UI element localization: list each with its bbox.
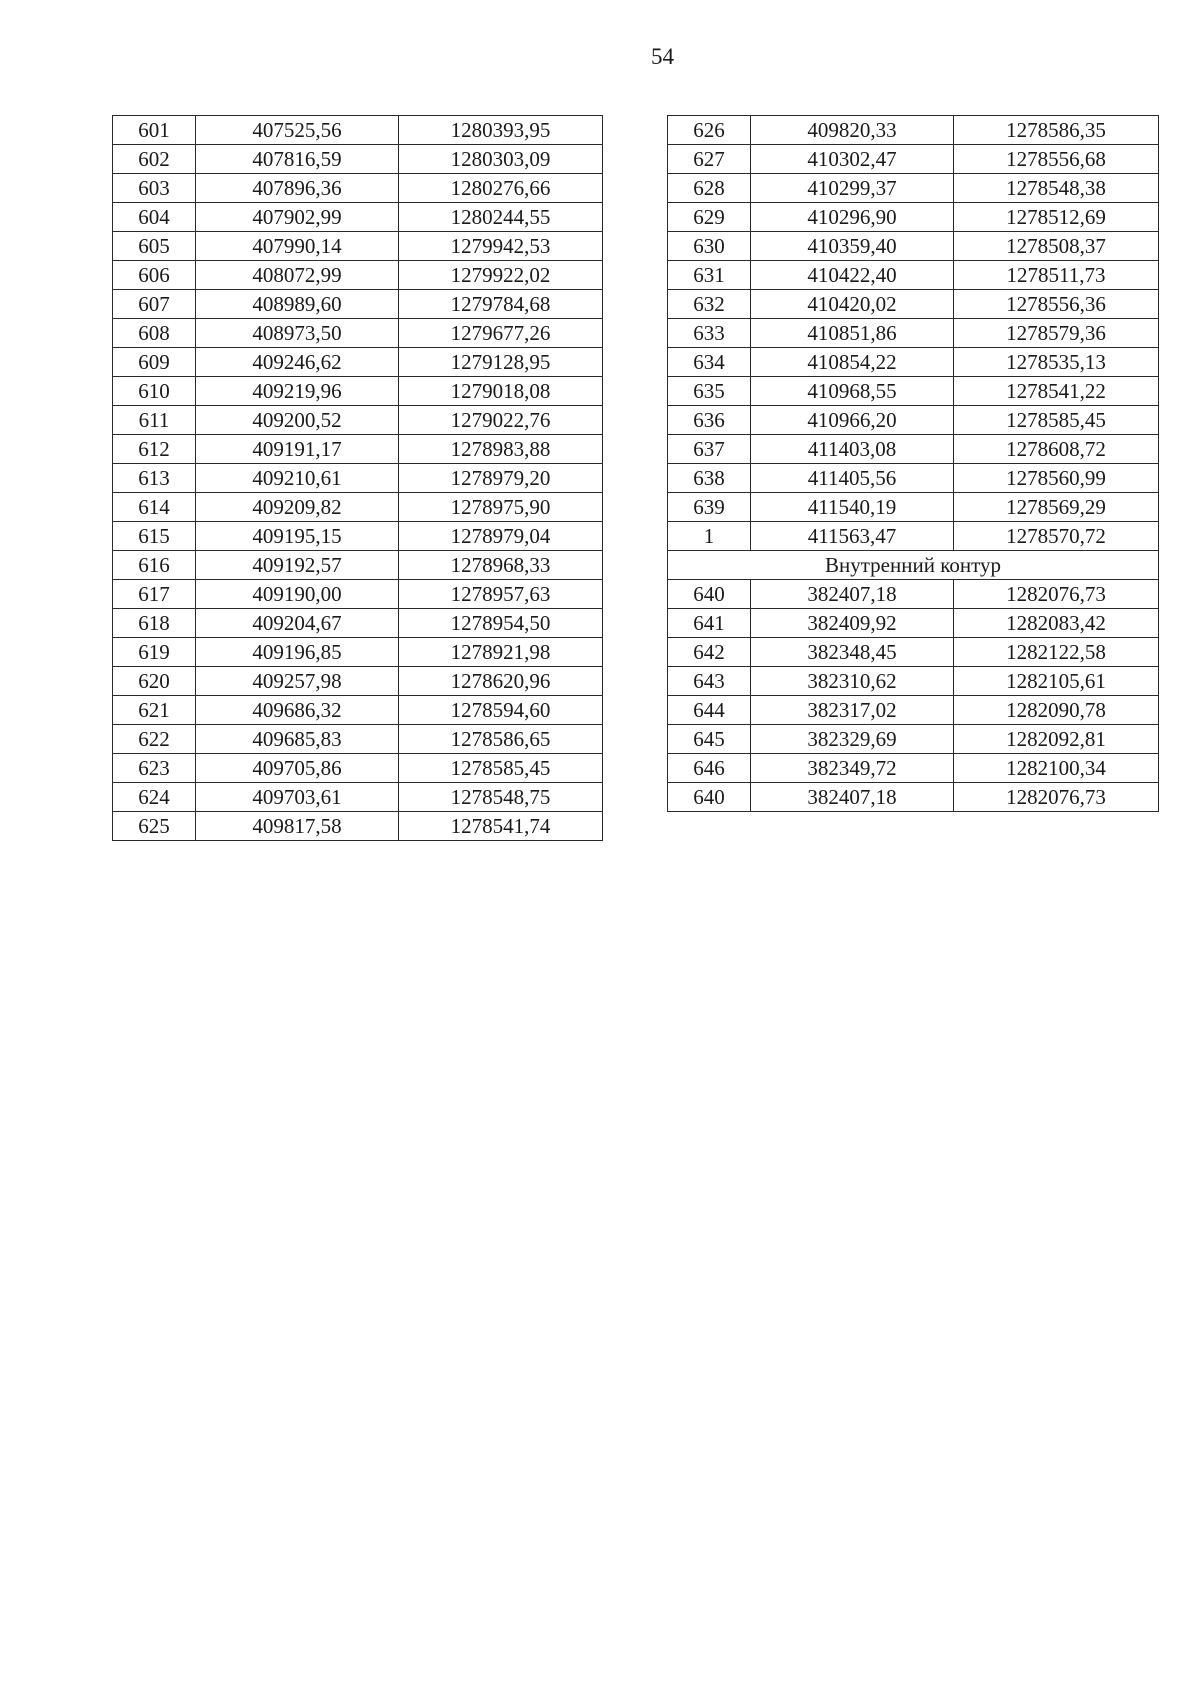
x-coordinate-cell: 382348,45 <box>751 638 954 667</box>
table-row <box>113 522 603 551</box>
x-coordinate-cell: 409192,57 <box>196 551 399 580</box>
y-coordinate-cell: 1280276,66 <box>399 174 603 203</box>
x-coordinate-cell: 410422,40 <box>751 261 954 290</box>
table-row <box>113 319 603 348</box>
y-coordinate-cell: 1278585,45 <box>399 754 603 783</box>
x-coordinate-cell: 407816,59 <box>196 145 399 174</box>
y-coordinate-cell: 1278957,63 <box>399 580 603 609</box>
table-row <box>668 290 1159 319</box>
x-coordinate-cell: 410299,37 <box>751 174 954 203</box>
point-number-cell: 629 <box>668 203 751 232</box>
table-row <box>113 145 603 174</box>
table-row <box>668 145 1159 174</box>
y-coordinate-cell: 1278511,73 <box>954 261 1159 290</box>
point-number-cell: 603 <box>113 174 196 203</box>
table-row <box>668 754 1159 783</box>
x-coordinate-cell: 409257,98 <box>196 667 399 696</box>
y-coordinate-cell: 1278586,35 <box>954 116 1159 145</box>
y-coordinate-cell: 1278508,37 <box>954 232 1159 261</box>
point-number-cell: 636 <box>668 406 751 435</box>
table-row <box>668 725 1159 754</box>
table-row <box>668 203 1159 232</box>
point-number-cell: 623 <box>113 754 196 783</box>
y-coordinate-cell: 1278541,74 <box>399 812 603 841</box>
x-coordinate-cell: 382409,92 <box>751 609 954 638</box>
point-number-cell: 631 <box>668 261 751 290</box>
y-coordinate-cell: 1279022,76 <box>399 406 603 435</box>
table-row <box>113 232 603 261</box>
x-coordinate-cell: 407990,14 <box>196 232 399 261</box>
x-coordinate-cell: 411403,08 <box>751 435 954 464</box>
table-row <box>113 754 603 783</box>
y-coordinate-cell: 1278608,72 <box>954 435 1159 464</box>
table-row <box>113 290 603 319</box>
point-number-cell: 645 <box>668 725 751 754</box>
table-row <box>113 783 603 812</box>
point-number-cell: 633 <box>668 319 751 348</box>
table-row <box>113 493 603 522</box>
point-number-cell: 610 <box>113 377 196 406</box>
y-coordinate-cell: 1279784,68 <box>399 290 603 319</box>
y-coordinate-cell: 1278535,13 <box>954 348 1159 377</box>
x-coordinate-cell: 409195,15 <box>196 522 399 551</box>
y-coordinate-cell: 1278585,45 <box>954 406 1159 435</box>
x-coordinate-cell: 382329,69 <box>751 725 954 754</box>
y-coordinate-cell: 1278968,33 <box>399 551 603 580</box>
point-number-cell: 604 <box>113 203 196 232</box>
y-coordinate-cell: 1278541,22 <box>954 377 1159 406</box>
table-row <box>113 638 603 667</box>
table-row <box>113 174 603 203</box>
point-number-cell: 644 <box>668 696 751 725</box>
table-row <box>113 348 603 377</box>
point-number-cell: 639 <box>668 493 751 522</box>
table-row <box>668 667 1159 696</box>
coordinates-table-left-body <box>113 116 603 841</box>
table-row <box>668 522 1159 551</box>
y-coordinate-cell: 1280244,55 <box>399 203 603 232</box>
point-number-cell: 646 <box>668 754 751 783</box>
table-row <box>668 406 1159 435</box>
point-number-cell: 611 <box>113 406 196 435</box>
x-coordinate-cell: 409686,32 <box>196 696 399 725</box>
table-row <box>668 464 1159 493</box>
table-row <box>113 551 603 580</box>
x-coordinate-cell: 408973,50 <box>196 319 399 348</box>
y-coordinate-cell: 1278579,36 <box>954 319 1159 348</box>
y-coordinate-cell: 1278548,75 <box>399 783 603 812</box>
point-number-cell: 641 <box>668 609 751 638</box>
table-row <box>113 203 603 232</box>
point-number-cell: 1 <box>668 522 751 551</box>
point-number-cell: 627 <box>668 145 751 174</box>
table-row <box>668 348 1159 377</box>
point-number-cell: 619 <box>113 638 196 667</box>
x-coordinate-cell: 409191,17 <box>196 435 399 464</box>
x-coordinate-cell: 409190,00 <box>196 580 399 609</box>
point-number-cell: 613 <box>113 464 196 493</box>
y-coordinate-cell: 1279942,53 <box>399 232 603 261</box>
point-number-cell: 643 <box>668 667 751 696</box>
point-number-cell: 607 <box>113 290 196 319</box>
table-row <box>113 406 603 435</box>
y-coordinate-cell: 1278570,72 <box>954 522 1159 551</box>
point-number-cell: 620 <box>113 667 196 696</box>
page-number: 54 <box>651 44 674 69</box>
table-row <box>668 116 1159 145</box>
y-coordinate-cell: 1278560,99 <box>954 464 1159 493</box>
point-number-cell: 630 <box>668 232 751 261</box>
y-coordinate-cell: 1279128,95 <box>399 348 603 377</box>
x-coordinate-cell: 382407,18 <box>751 580 954 609</box>
table-row <box>113 667 603 696</box>
coordinates-table-right-inner-body <box>668 580 1159 812</box>
y-coordinate-cell: 1278975,90 <box>399 493 603 522</box>
table-row <box>113 609 603 638</box>
x-coordinate-cell: 409703,61 <box>196 783 399 812</box>
y-coordinate-cell: 1282105,61 <box>954 667 1159 696</box>
point-number-cell: 601 <box>113 116 196 145</box>
x-coordinate-cell: 382310,62 <box>751 667 954 696</box>
table-row <box>113 725 603 754</box>
table-row <box>668 261 1159 290</box>
table-row <box>113 377 603 406</box>
y-coordinate-cell: 1279922,02 <box>399 261 603 290</box>
table-row <box>113 580 603 609</box>
x-coordinate-cell: 408989,60 <box>196 290 399 319</box>
point-number-cell: 617 <box>113 580 196 609</box>
table-row <box>668 609 1159 638</box>
x-coordinate-cell: 409196,85 <box>196 638 399 667</box>
y-coordinate-cell: 1278921,98 <box>399 638 603 667</box>
coordinates-table-left <box>112 115 603 841</box>
y-coordinate-cell: 1278620,96 <box>399 667 603 696</box>
point-number-cell: 609 <box>113 348 196 377</box>
x-coordinate-cell: 409685,83 <box>196 725 399 754</box>
point-number-cell: 628 <box>668 174 751 203</box>
point-number-cell: 618 <box>113 609 196 638</box>
x-coordinate-cell: 410420,02 <box>751 290 954 319</box>
y-coordinate-cell: 1282076,73 <box>954 783 1159 812</box>
point-number-cell: 642 <box>668 638 751 667</box>
x-coordinate-cell: 409705,86 <box>196 754 399 783</box>
x-coordinate-cell: 408072,99 <box>196 261 399 290</box>
inner-contour-section <box>668 551 1159 580</box>
point-number-cell: 606 <box>113 261 196 290</box>
x-coordinate-cell: 411405,56 <box>751 464 954 493</box>
table-row <box>668 174 1159 203</box>
point-number-cell: 625 <box>113 812 196 841</box>
point-number-cell: 608 <box>113 319 196 348</box>
table-row <box>668 319 1159 348</box>
coordinates-table-right-outer-body <box>668 116 1159 551</box>
y-coordinate-cell: 1282092,81 <box>954 725 1159 754</box>
y-coordinate-cell: 1278594,60 <box>399 696 603 725</box>
y-coordinate-cell: 1278512,69 <box>954 203 1159 232</box>
y-coordinate-cell: 1278586,65 <box>399 725 603 754</box>
coordinates-table-right <box>667 115 1159 812</box>
point-number-cell: 602 <box>113 145 196 174</box>
x-coordinate-cell: 410302,47 <box>751 145 954 174</box>
x-coordinate-cell: 409820,33 <box>751 116 954 145</box>
table-row <box>668 232 1159 261</box>
table-row <box>113 435 603 464</box>
y-coordinate-cell: 1282076,73 <box>954 580 1159 609</box>
point-number-cell: 640 <box>668 580 751 609</box>
point-number-cell: 624 <box>113 783 196 812</box>
point-number-cell: 612 <box>113 435 196 464</box>
point-number-cell: 637 <box>668 435 751 464</box>
x-coordinate-cell: 409200,52 <box>196 406 399 435</box>
section-title: Внутренний контур <box>668 551 1159 580</box>
x-coordinate-cell: 382407,18 <box>751 783 954 812</box>
point-number-cell: 634 <box>668 348 751 377</box>
table-row <box>668 580 1159 609</box>
y-coordinate-cell: 1282083,42 <box>954 609 1159 638</box>
x-coordinate-cell: 409204,67 <box>196 609 399 638</box>
x-coordinate-cell: 409817,58 <box>196 812 399 841</box>
point-number-cell: 640 <box>668 783 751 812</box>
x-coordinate-cell: 410851,86 <box>751 319 954 348</box>
x-coordinate-cell: 410966,20 <box>751 406 954 435</box>
x-coordinate-cell: 407902,99 <box>196 203 399 232</box>
table-row <box>668 783 1159 812</box>
point-number-cell: 605 <box>113 232 196 261</box>
point-number-cell: 622 <box>113 725 196 754</box>
point-number-cell: 632 <box>668 290 751 319</box>
point-number-cell: 621 <box>113 696 196 725</box>
y-coordinate-cell: 1280393,95 <box>399 116 603 145</box>
table-row <box>113 464 603 493</box>
point-number-cell: 626 <box>668 116 751 145</box>
y-coordinate-cell: 1278556,36 <box>954 290 1159 319</box>
point-number-cell: 615 <box>113 522 196 551</box>
x-coordinate-cell: 407896,36 <box>196 174 399 203</box>
table-row <box>668 638 1159 667</box>
x-coordinate-cell: 409246,62 <box>196 348 399 377</box>
x-coordinate-cell: 409219,96 <box>196 377 399 406</box>
table-row <box>113 812 603 841</box>
y-coordinate-cell: 1282122,58 <box>954 638 1159 667</box>
y-coordinate-cell: 1280303,09 <box>399 145 603 174</box>
x-coordinate-cell: 382349,72 <box>751 754 954 783</box>
x-coordinate-cell: 410968,55 <box>751 377 954 406</box>
y-coordinate-cell: 1278979,20 <box>399 464 603 493</box>
table-row <box>113 116 603 145</box>
x-coordinate-cell: 410359,40 <box>751 232 954 261</box>
x-coordinate-cell: 410854,22 <box>751 348 954 377</box>
table-row <box>668 377 1159 406</box>
table-row <box>113 261 603 290</box>
x-coordinate-cell: 409210,61 <box>196 464 399 493</box>
x-coordinate-cell: 410296,90 <box>751 203 954 232</box>
y-coordinate-cell: 1278983,88 <box>399 435 603 464</box>
y-coordinate-cell: 1278569,29 <box>954 493 1159 522</box>
y-coordinate-cell: 1278979,04 <box>399 522 603 551</box>
table-row <box>668 696 1159 725</box>
y-coordinate-cell: 1282100,34 <box>954 754 1159 783</box>
x-coordinate-cell: 409209,82 <box>196 493 399 522</box>
point-number-cell: 616 <box>113 551 196 580</box>
table-row <box>113 696 603 725</box>
point-number-cell: 638 <box>668 464 751 493</box>
table-row <box>668 493 1159 522</box>
y-coordinate-cell: 1279018,08 <box>399 377 603 406</box>
point-number-cell: 635 <box>668 377 751 406</box>
x-coordinate-cell: 411540,19 <box>751 493 954 522</box>
section-title-row <box>668 551 1159 580</box>
y-coordinate-cell: 1278954,50 <box>399 609 603 638</box>
y-coordinate-cell: 1282090,78 <box>954 696 1159 725</box>
y-coordinate-cell: 1278556,68 <box>954 145 1159 174</box>
x-coordinate-cell: 382317,02 <box>751 696 954 725</box>
y-coordinate-cell: 1278548,38 <box>954 174 1159 203</box>
point-number-cell: 614 <box>113 493 196 522</box>
table-row <box>668 435 1159 464</box>
x-coordinate-cell: 407525,56 <box>196 116 399 145</box>
x-coordinate-cell: 411563,47 <box>751 522 954 551</box>
y-coordinate-cell: 1279677,26 <box>399 319 603 348</box>
